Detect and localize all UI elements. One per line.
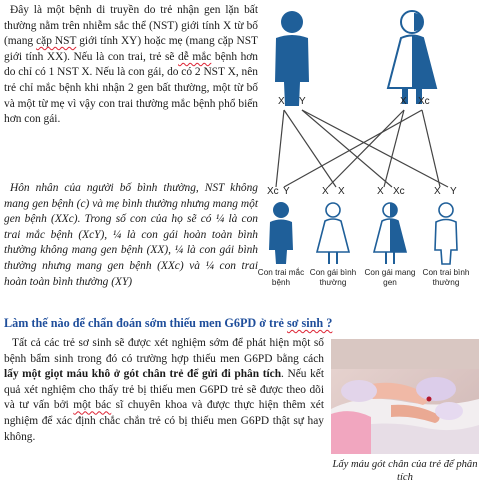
child4-chrom-2: Y	[450, 186, 457, 197]
heel-prick-photo	[331, 339, 479, 454]
intro-paragraph: Đây là một bệnh di truyền do trẻ nhận gen lặn bất thường nằm trên nhiễm sắc thể (NST) giới tính X từ bố (mang cặp NST giới tính XY) hoặc mẹ (mang cặp NST giới tính XX). Nếu là con trai, trẻ sẽ dễ mắc bệnh hơn do chỉ có 1 NST X. Nếu là con gái, do có 2 NST X, nên trẻ chỉ mắc bệnh khi nhận 2 gen bất thường, một từ bố và một từ mẹ vì vậy con trai thường mắc bệnh phổ biến hơn con gái.	[4, 4, 259, 126]
mother-chrom-1: X	[400, 96, 407, 107]
heel-prick-illustration	[331, 339, 479, 454]
photo-caption: Lấy máu gót chân của trẻ để phân tích	[332, 459, 478, 483]
spellcheck-underline: sơ sinh ?	[286, 316, 333, 330]
diagnosis-paragraph: Tất cả các trẻ sơ sinh sẽ được xét nghiệm sớm để phát hiện một số bệnh bẩm sinh trong đó có trường hợp thiếu men G6PD bằng cách lấy một giọt máu khô ở gót chân trẻ để gửi đi phân tích. Nếu kết quả xét nghiệm cho thấy trẻ bị thiếu men G6PD trẻ sẽ được theo dõi và tư vấn bởi một bác sĩ chuyên khoa và được thực hiện thêm xét nghiệm để xác định chắc chắn trẻ có bị thiếu men G6PD thật sự hay không.	[4, 337, 325, 443]
spellcheck-underline: dễ mắc	[178, 50, 212, 63]
child3-chrom-2: Xc	[393, 186, 405, 197]
child1-label: Con trai mắc bệnh	[257, 268, 305, 287]
section-heading: Làm thế nào để chẩn đoán sớm thiếu men G6PD ở trẻ sơ sinh ?	[4, 316, 333, 330]
child-icon-3	[374, 203, 406, 264]
father-chrom-1: X	[278, 96, 285, 107]
child4-chrom-1: X	[434, 186, 441, 197]
father-icon	[275, 11, 309, 106]
father-chrom-2: Y	[299, 96, 306, 107]
child-icon-4	[435, 203, 457, 264]
inheritance-diagram	[257, 2, 486, 292]
child3-chrom-1: X	[377, 186, 384, 197]
child1-chrom-1: Xc	[267, 186, 279, 197]
child3-label: Con gái mang gen	[364, 268, 416, 287]
mother-chrom-2: Xc	[418, 96, 430, 107]
child4-label: Con trai bình thường	[422, 268, 470, 287]
child-icon-1	[269, 202, 293, 264]
inheritance-diagram-svg	[262, 2, 486, 292]
inheritance-paragraph: Hôn nhân của người bố bình thường, NST không mang gen bệnh (c) và mẹ bình thường nhưng mang một gen bệnh (XXc). Trong số con của họ sẽ có ¼ là con trai mắc bệnh (XcY), ¼ là con gái hoàn toàn bình thường không mang gen bệnh (XX), ¼ là con gái bình thường nhưng mang gen bệnh (XXc) và ¼ con trai hoàn toàn bình thường (XY)	[4, 182, 258, 288]
spellcheck-underline: cặp NST	[36, 35, 77, 48]
child-icon-2	[317, 203, 349, 264]
child1-chrom-2: Y	[283, 186, 290, 197]
cross-lines	[276, 110, 448, 187]
mother-icon	[388, 11, 436, 104]
child2-chrom-2: X	[338, 186, 345, 197]
child2-chrom-1: X	[322, 186, 329, 197]
spellcheck-underline: một bác	[73, 399, 112, 412]
child2-label: Con gái bình thường	[309, 268, 357, 287]
